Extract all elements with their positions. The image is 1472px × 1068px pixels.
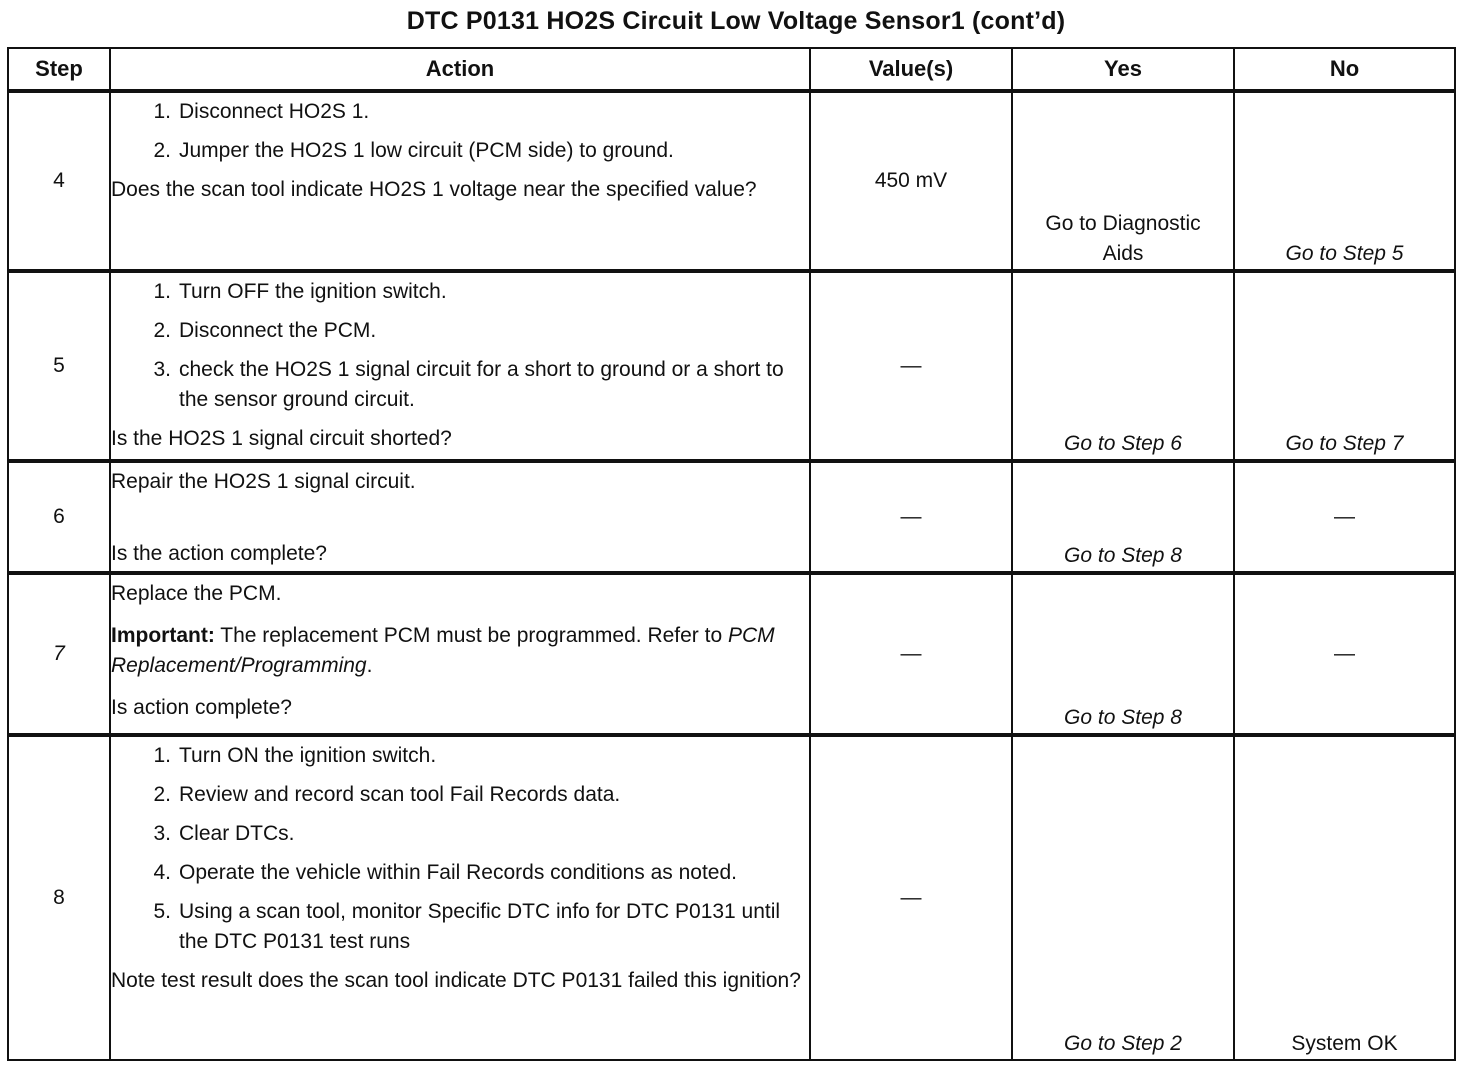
header-action: Action [110,48,810,91]
list-item: 2. Jumper the HO2S 1 low circuit (PCM side) to ground. [153,139,674,162]
reference-link: PCM Replacement/Programming [111,624,775,677]
list-item: 1. Disconnect HO2S 1. [153,100,370,123]
no-cell: — [1234,573,1455,735]
list-item: 3. Clear DTCs. [153,822,295,845]
list-item: 1. Turn ON the ignition switch. [153,744,437,767]
step-number: 6 [8,461,110,573]
value-cell: — [810,735,1012,1060]
action-cell [110,573,810,735]
question-text: Is the HO2S 1 signal circuit shorted? [111,427,452,450]
table-row [8,735,1455,1060]
yes-cell: Go to Step 6 [1012,271,1234,461]
yes-cell: Go to Step 8 [1012,461,1234,573]
value-cell: — [810,271,1012,461]
step-number: 5 [8,271,110,461]
list-item: 2. Disconnect the PCM. [153,319,377,342]
value-cell: — [810,573,1012,735]
step-number: 7 [8,573,110,735]
list-item: 3. check the HO2S 1 signal circuit for a short to ground or a short to the sensor ground circuit. [153,358,784,411]
question-text: Is action complete? [111,696,292,719]
value-cell: 450 mV [810,91,1012,271]
yes-cell: Go to Diagnostic Aids [1012,91,1234,271]
no-cell: — [1234,461,1455,573]
question-text: Note test result does the scan tool indicate DTC P0131 failed this ignition? [111,969,801,992]
no-cell: Go to Step 7 [1234,271,1455,461]
list-item: 1. Turn OFF the ignition switch. [153,280,447,303]
header-values: Value(s) [810,48,1012,91]
action-cell [110,461,810,573]
yes-cell: Go to Step 2 [1012,735,1234,1060]
header-no: No [1234,48,1455,91]
question-text: Does the scan tool indicate HO2S 1 voltage near the specified value? [111,178,757,201]
header-step: Step [8,48,110,91]
diagnostic-table [7,47,1456,1061]
list-item: 4. Operate the vehicle within Fail Records conditions as noted. [153,861,737,884]
action-cell [110,91,810,271]
action-cell [110,271,810,461]
yes-cell: Go to Step 8 [1012,573,1234,735]
action-text: Repair the HO2S 1 signal circuit. [111,470,416,493]
question-text: Is the action complete? [111,542,327,565]
step-number: 8 [8,735,110,1060]
list-item: 2. Review and record scan tool Fail Records data. [153,783,621,806]
value-cell: — [810,461,1012,573]
step-number: 4 [8,91,110,271]
no-cell: System OK [1234,735,1455,1060]
table-row [8,461,1455,573]
table-row [8,271,1455,461]
action-text: Replace the PCM. [111,582,282,605]
list-item: 5. Using a scan tool, monitor Specific DTC info for DTC P0131 until the DTC P0131 test runs [153,900,781,953]
table-row [8,573,1455,735]
header-yes: Yes [1012,48,1234,91]
table-row [8,91,1455,271]
important-note: Important: The replacement PCM must be programmed. Refer to PCM Replacement/Programming. [111,624,775,677]
action-cell [110,735,810,1060]
no-cell: Go to Step 5 [1234,91,1455,271]
page-title: DTC P0131 HO2S Circuit Low Voltage Sensor1 (cont’d) [406,7,1066,35]
header-row [8,48,1455,91]
